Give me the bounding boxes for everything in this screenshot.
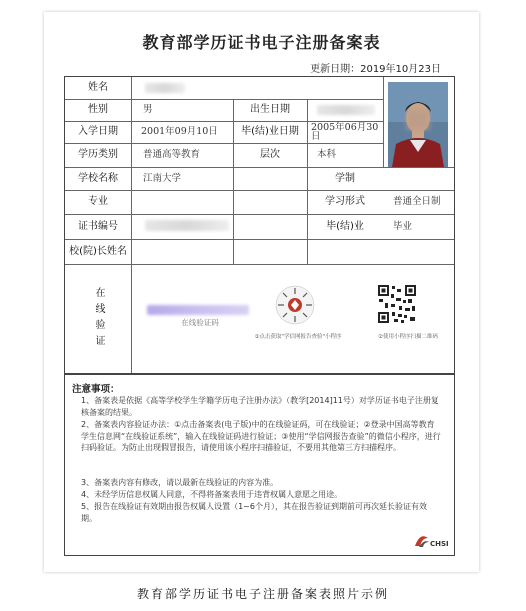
notes-title: 注意事项：	[72, 384, 120, 395]
qr-code-icon[interactable]	[377, 284, 417, 324]
note-item: 4、未经学历信息权属人同意，不得将备案表用于违背权属人意愿之用途。	[81, 490, 343, 499]
qr-right-caption: ②使用小程序扫描二维码	[378, 333, 438, 340]
mini-program-code-icon[interactable]	[275, 285, 315, 325]
birth-date-redacted	[317, 105, 375, 115]
certificate-number-redacted	[145, 220, 229, 231]
label-system: 学制	[335, 172, 355, 184]
online-verify-vertical-label: 在线验证	[93, 286, 104, 351]
registration-form-sheet	[44, 12, 479, 572]
graduate-date-value: 2005年06月30日	[311, 121, 379, 142]
label-online-verify	[65, 264, 131, 373]
note-item: 1、备案表是依据《高等学校学生学籍学历电子注册办法》（教学[2014]11号）对学历证书电子注册复核备案的结果。	[81, 396, 439, 417]
enroll-date-value: 2001年09月10日	[141, 126, 218, 138]
note-item: 2、备案表内容验证办法：①点击备案表(电子版)中的在线验证码，可在线验证；②登录中国高等教育学生信息网“在线验证系统”，输入在线验证码进行验证；③使用“学信网报告查验”的微信小程序，进行扫码验证。为防止出现假冒报告，请使用该小程序扫描验证，不要用其他第三方扫描程序。	[81, 420, 441, 453]
graduation-status-value: 毕业	[393, 220, 413, 232]
name-value-redacted	[145, 83, 185, 93]
label-education-type: 学历类别	[78, 149, 118, 160]
education-type-value: 普通高等教育	[143, 149, 201, 161]
chsi-logo	[412, 530, 452, 550]
student-photo	[388, 82, 448, 167]
document-title: 教育部学历证书电子注册备案表	[142, 33, 381, 52]
label-graduate-date: 毕(结)业日期	[241, 126, 299, 137]
note-item: 3、备案表内容有修改，请以最新在线验证的内容为准。	[81, 478, 279, 487]
qr-left-caption: ①点击获取"学信网报告查验"小程序	[254, 333, 342, 340]
label-enroll-date: 入学日期	[78, 126, 118, 137]
label-certificate-number: 证书编号	[78, 220, 118, 232]
image-caption: 教育部学历证书电子注册备案表照片示例	[136, 587, 389, 601]
verification-code-label: 在线验证码	[181, 318, 219, 328]
label-gender: 性别	[88, 104, 108, 115]
label-principal-name: 校(院)长姓名	[69, 245, 127, 257]
info-table	[64, 76, 455, 374]
label-graduation-status: 毕(结)业	[326, 220, 364, 232]
level-value: 本科	[317, 149, 337, 161]
label-school-name: 学校名称	[78, 172, 118, 184]
label-name: 姓名	[88, 82, 108, 93]
gender-value: 男	[143, 104, 153, 116]
school-name-value: 江南大学	[143, 172, 182, 184]
verification-code-redacted[interactable]	[147, 305, 249, 315]
label-major: 专业	[88, 196, 108, 207]
label-level: 层次	[260, 149, 280, 160]
note-item: 5、报告在线验证有效期由报告权属人设置（1~6个月），其在报告验证到期前可再次延长验证有效期。	[81, 502, 427, 523]
study-form-value: 普通全日制	[393, 196, 441, 208]
chsi-logo-text: CHSI	[430, 540, 449, 548]
notes-section	[64, 374, 455, 556]
label-birth-date: 出生日期	[250, 104, 290, 115]
update-date: 更新日期：2019年10月23日	[310, 64, 441, 75]
label-study-form: 学习形式	[325, 196, 365, 207]
